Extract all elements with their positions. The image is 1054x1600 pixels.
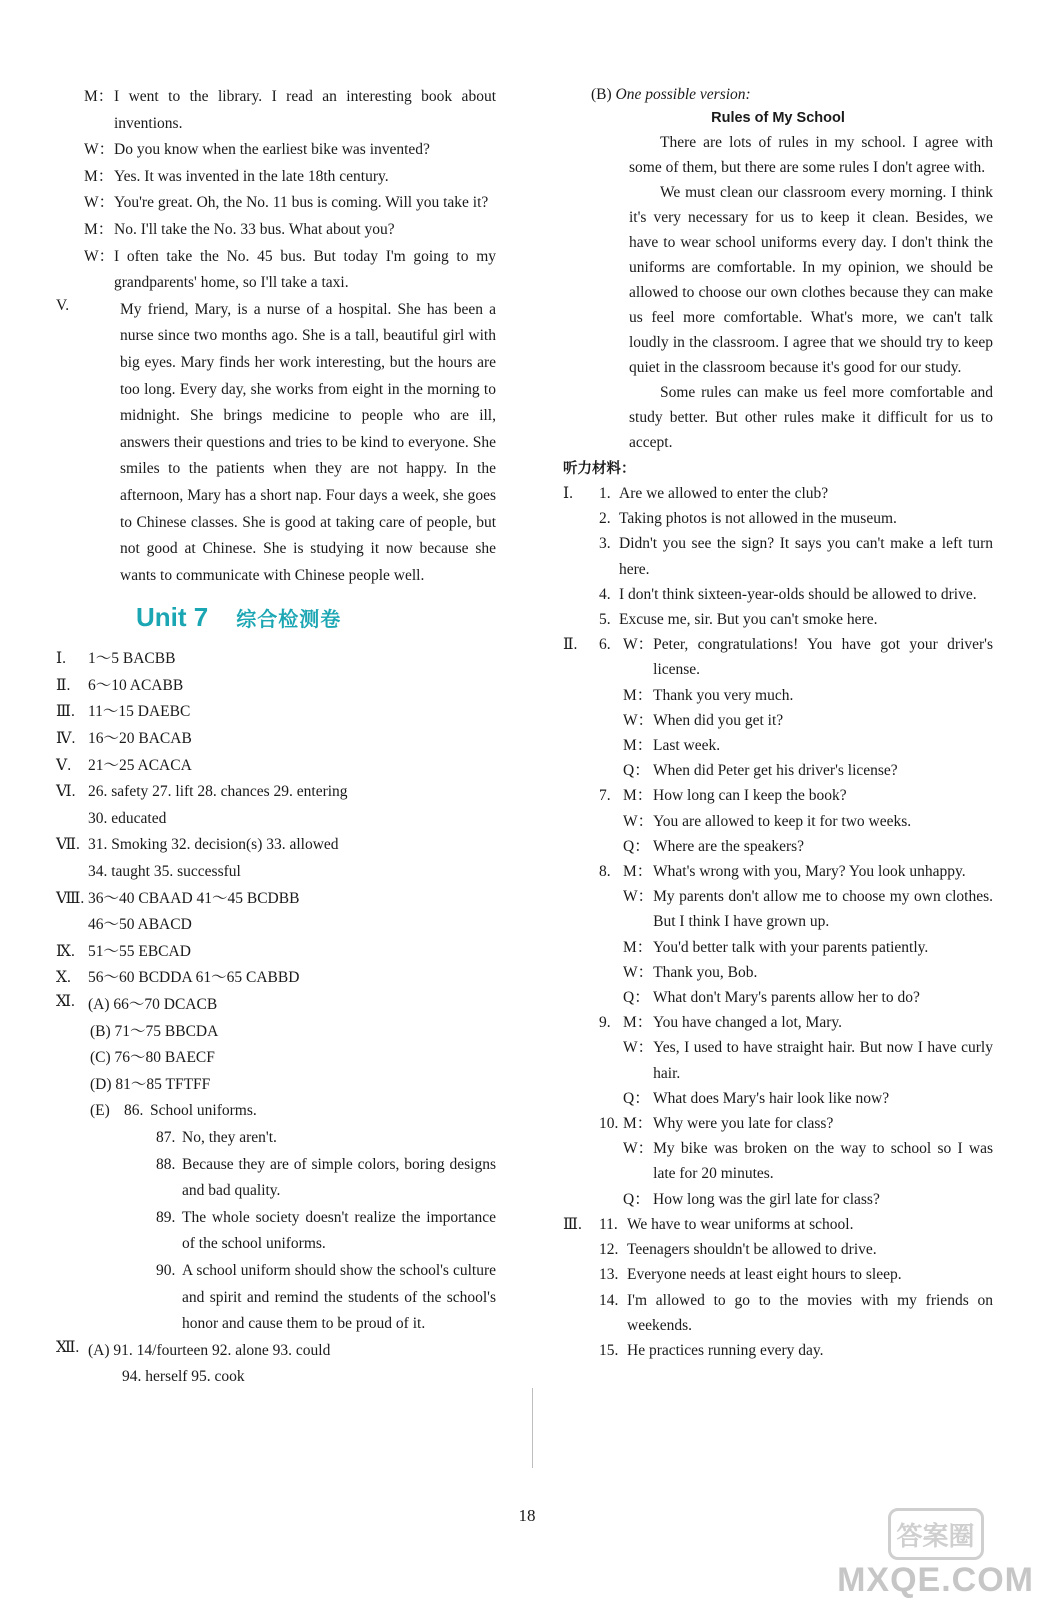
answer-row	[56, 886, 496, 939]
section-xi-label: Ⅺ.	[56, 993, 75, 1010]
item-number	[599, 708, 623, 733]
item-number: 9.	[599, 1014, 611, 1032]
listening-sec1	[563, 481, 993, 632]
item-number	[599, 1086, 623, 1111]
listening-sec3	[563, 1212, 993, 1363]
dialog-text: What does Mary's hair look like now?	[653, 1089, 890, 1107]
dialog-text: My parents don't allow me to choose my own clothes. But I think I have grown up.	[653, 888, 993, 931]
item-number: 5.	[599, 611, 611, 629]
answer-body	[88, 939, 496, 966]
listening-item	[599, 1237, 993, 1262]
dialog-line	[56, 84, 496, 137]
item-number: 15.	[599, 1341, 619, 1359]
section-xii-body	[88, 1338, 496, 1391]
speaker-label: M：	[623, 863, 653, 881]
dialog-line	[599, 859, 993, 884]
version-heading	[563, 84, 993, 106]
answer-body	[88, 779, 496, 832]
dialog-line	[599, 708, 993, 733]
section-v-label: V.	[56, 296, 70, 314]
dialog-block	[56, 84, 496, 297]
item-text: He practices running every day.	[627, 1341, 824, 1359]
section-xi	[56, 992, 496, 1338]
xi-part: (B) 71～75 BBCDA	[90, 1022, 219, 1040]
speaker-label: M：	[623, 737, 653, 755]
dialog-text: I often take the No. 45 bus. But today I'm going to my grandparents' home, so I'll take a taxi.	[114, 247, 496, 292]
xi-e-item	[124, 1098, 496, 1125]
answer-label: Ⅷ.	[56, 889, 85, 907]
item-number	[599, 834, 623, 859]
answer-line: 11～15 DAEBC	[88, 703, 191, 721]
section-xii-line2: 94. herself 95. cook	[122, 1368, 245, 1386]
item-text: Are we allowed to enter the club?	[619, 485, 829, 502]
answer-line: 56～60 BCDDA 61～65 CABBD	[88, 969, 300, 987]
xi-e-body	[124, 1098, 496, 1337]
answer-body	[88, 753, 496, 780]
dialog-text: Peter, congratulations! You have got your driver's license.	[653, 636, 993, 679]
item-number	[599, 809, 623, 834]
dialog-line	[599, 1187, 993, 1212]
essay-body	[563, 130, 993, 455]
item-text: Everyone needs at least eight hours to sleep.	[627, 1266, 902, 1284]
column-divider	[532, 1388, 533, 1468]
listening-item	[599, 607, 993, 632]
answer-body	[88, 965, 496, 992]
answer-line: 46～50 ABACD	[88, 916, 192, 934]
listening-sec2	[563, 632, 993, 1212]
answer-label: Ⅰ.	[56, 650, 66, 668]
answer-label: Ⅹ.	[56, 969, 71, 987]
dialog-text: What don't Mary's parents allow her to do?	[653, 989, 920, 1007]
answer-line: 1～5 BACBB	[88, 650, 176, 668]
dialog-line	[56, 190, 496, 217]
item-number: 87.	[156, 1128, 176, 1146]
item-text: No, they aren't.	[182, 1128, 277, 1146]
listening-item	[599, 481, 993, 506]
listening-item	[599, 1338, 993, 1363]
sec3-label: Ⅲ.	[563, 1215, 582, 1233]
dialog-text: Why were you late for class?	[653, 1115, 834, 1133]
listening-item	[599, 506, 993, 531]
speaker-label: Q：	[623, 762, 650, 780]
item-number	[599, 985, 623, 1010]
sec2-label: Ⅱ.	[563, 636, 578, 654]
speaker-label: M：	[84, 88, 114, 105]
item-text: A school uniform should show the school's culture and spirit and remind the students of the school's honor and cause them to be proud of it.	[182, 1261, 496, 1333]
watermark-logo: 答案圈	[888, 1508, 984, 1560]
dialog-line	[599, 960, 993, 985]
dialog-text: How long was the girl late for class?	[653, 1190, 880, 1208]
dialog-line	[56, 244, 496, 297]
essay-paragraph: There are lots of rules in my school. I agree with some of them, but there are some rules I don't agree with.	[629, 134, 993, 176]
section-xii-label: Ⅻ.	[56, 1338, 80, 1356]
section-xii	[56, 1338, 496, 1391]
answer-label: Ⅵ.	[56, 783, 76, 801]
section-v	[56, 297, 496, 590]
watermark	[837, 1508, 1034, 1600]
xi-part-e	[88, 1098, 496, 1337]
answer-row	[56, 779, 496, 832]
dialog-line	[56, 164, 496, 191]
answer-row	[56, 726, 496, 753]
speaker-label: W：	[84, 141, 115, 159]
answer-body	[88, 699, 496, 726]
item-number: 8.	[599, 863, 611, 881]
version-label: (B)	[591, 86, 612, 103]
answer-row	[56, 673, 496, 700]
dialog-text: When did Peter get his driver's license?	[653, 762, 898, 780]
answer-list	[56, 646, 496, 992]
speaker-label: Q：	[623, 837, 650, 855]
essay-paragraph: Some rules can make us feel more comfortable and study better. But other rules make it difficult for us to accept.	[629, 384, 993, 451]
dialog-line	[599, 758, 993, 783]
answer-label: Ⅴ.	[56, 756, 72, 774]
speaker-label: M：	[623, 1014, 653, 1032]
speaker-label: W：	[84, 194, 115, 212]
dialog-text: No. I'll take the No. 33 bus. What about you?	[114, 220, 395, 238]
answer-label: Ⅳ.	[56, 730, 76, 748]
item-number	[599, 733, 623, 758]
speaker-label: M：	[84, 220, 114, 238]
dialog-line	[599, 985, 993, 1010]
item-number	[599, 1136, 623, 1186]
speaker-label: W：	[623, 1140, 654, 1158]
answer-row	[56, 753, 496, 780]
xi-e-item	[124, 1125, 496, 1152]
item-number: 1.	[599, 485, 611, 502]
item-text: Excuse me, sir. But you can't smoke here.	[619, 611, 878, 629]
dialog-text: How long can I keep the book?	[653, 787, 847, 805]
xi-e-item	[124, 1258, 496, 1338]
xi-e-item	[124, 1205, 496, 1258]
speaker-label: W：	[623, 636, 654, 654]
answer-row	[56, 832, 496, 885]
item-text: I'm allowed to go to the movies with my friends on weekends.	[627, 1291, 993, 1334]
answer-label: Ⅸ.	[56, 942, 75, 960]
item-number	[599, 935, 623, 960]
speaker-label: Q：	[623, 1089, 650, 1107]
speaker-label: M：	[623, 787, 653, 805]
dialog-text: Yes. It was invented in the late 18th century.	[114, 167, 389, 185]
xi-part: (C) 76～80 BAECF	[90, 1049, 215, 1067]
speaker-label: M：	[84, 167, 114, 185]
dialog-line	[599, 834, 993, 859]
dialog-line	[599, 1086, 993, 1111]
dialog-line	[599, 1010, 993, 1035]
sec1-body	[599, 481, 993, 632]
answer-body	[88, 832, 496, 885]
dialog-text: You're great. Oh, the No. 11 bus is coming. Will you take it?	[114, 194, 489, 212]
dialog-line	[599, 809, 993, 834]
listening-item	[599, 531, 993, 581]
sec3-body	[599, 1212, 993, 1363]
dialog-text: My bike was broken on the way to school so I was late for 20 minutes.	[653, 1140, 993, 1183]
xi-e-label: (E)	[90, 1102, 110, 1120]
item-number: 14.	[599, 1291, 619, 1309]
speaker-label: W：	[623, 812, 654, 830]
answer-label: Ⅱ.	[56, 676, 71, 694]
left-column	[56, 84, 496, 1391]
sec2-body	[599, 632, 993, 1212]
item-number	[599, 683, 623, 708]
item-number: 3.	[599, 535, 611, 553]
item-text: School uniforms.	[150, 1102, 257, 1120]
dialog-line	[599, 1111, 993, 1136]
dialog-text: You are allowed to keep it for two weeks.	[653, 812, 912, 830]
dialog-text: What's wrong with you, Mary? You look unhappy.	[653, 863, 966, 881]
dialog-line	[599, 683, 993, 708]
item-text: Didn't you see the sign? It says you can't make a left turn here.	[619, 535, 993, 578]
item-number: 11.	[599, 1215, 618, 1233]
answer-body	[88, 886, 496, 939]
essay-title: Rules of My School	[711, 110, 845, 126]
answer-line: 31. Smoking 32. decision(s) 33. allowed	[88, 836, 339, 854]
dialog-line	[599, 733, 993, 758]
dialog-line	[599, 884, 993, 934]
section-xi-body	[88, 992, 496, 1338]
item-number: 10.	[599, 1115, 619, 1133]
essay-paragraph: We must clean our classroom every morning. I think it's very necessary for us to keep it clean. Besides, we have to wear school uniforms every day. I don't think the uniforms are comfortable. In my opinion, we should be allowed to choose our own clothes because they can make us feel more comfortable. What's more, we can't talk loudly in the classroom. I agree that we should try to keep quiet in the classroom because it's good for our study.	[629, 184, 993, 376]
watermark-url: MXQE.COM	[837, 1561, 1034, 1599]
answer-label: Ⅲ.	[56, 703, 75, 721]
answer-line: 26. safety 27. lift 28. chances 29. entering	[88, 783, 348, 801]
dialog-line	[599, 1136, 993, 1186]
dialog-text: I went to the library. I read an interesting book about inventions.	[114, 88, 496, 132]
unit-subtitle: 综合检测卷	[236, 609, 342, 632]
speaker-label: W：	[623, 711, 654, 729]
item-text: We have to wear uniforms at school.	[627, 1215, 854, 1233]
item-number: 7.	[599, 787, 611, 805]
speaker-label: Q：	[623, 1190, 650, 1208]
listening-item	[599, 582, 993, 607]
item-number: 2.	[599, 510, 611, 528]
answer-line: 30. educated	[88, 809, 167, 827]
dialog-text: Where are the speakers?	[653, 837, 805, 855]
answer-line: 16～20 BACAB	[88, 730, 192, 748]
item-number	[599, 758, 623, 783]
item-number: 90.	[156, 1261, 176, 1279]
unit-title-text: Unit 7	[136, 602, 209, 633]
xi-e-item	[124, 1152, 496, 1205]
speaker-label: M：	[623, 1115, 653, 1133]
answer-body	[88, 673, 496, 700]
speaker-label: M：	[623, 686, 653, 704]
answer-body	[88, 646, 496, 673]
dialog-line	[599, 783, 993, 808]
answer-row	[56, 699, 496, 726]
item-number	[599, 1035, 623, 1085]
answer-row	[56, 965, 496, 992]
speaker-label: W：	[623, 888, 654, 906]
section-v-paragraph: My friend, Mary, is a nurse of a hospital. She has been a nurse since two months ago. She is a tall, beautiful girl with big eyes. Mary finds her work interesting, but the hours are too long. Every day, she works from eight in the morning to midnight. She brings medicine to people who are ill, answers their questions and tries to be kind to everyone. She smiles to the patients when they are not happy. In the afternoon, Mary has a short nap. Four days a week, she goes to Chinese classes. She is good at taking care of people, but not good at Chinese. She is studying it now because she wants to communicate with Chinese people well.	[120, 300, 496, 584]
dialog-text: Do you know when the earliest bike was invented?	[114, 141, 430, 159]
dialog-line	[56, 217, 496, 244]
item-number: 4.	[599, 585, 611, 603]
answer-line: 36～40 CBAAD 41～45 BCDBB	[88, 889, 300, 907]
section-xii-line1: (A) 91. 14/fourteen 92. alone 93. could	[88, 1341, 331, 1359]
listening-item	[599, 1288, 993, 1338]
dialog-text: Yes, I used to have straight hair. But now I have curly hair.	[653, 1039, 993, 1082]
dialog-text: Thank you, Bob.	[653, 963, 758, 981]
item-number: 88.	[156, 1155, 176, 1173]
answer-body	[88, 726, 496, 753]
dialog-text: Last week.	[653, 737, 721, 755]
dialog-line	[599, 935, 993, 960]
version-italic: One possible version:	[615, 86, 751, 103]
speaker-label: W：	[84, 247, 115, 265]
dialog-text: When did you get it?	[653, 711, 784, 729]
page-number: 18	[518, 1506, 536, 1525]
listening-title: 听力材料：	[563, 461, 636, 477]
item-number	[599, 960, 623, 985]
item-text: Because they are of simple colors, boring designs and bad quality.	[182, 1155, 496, 1200]
xi-part: (D) 81～85 TFTFF	[90, 1075, 211, 1093]
dialog-line	[56, 137, 496, 164]
dialog-text: Thank you very much.	[653, 686, 794, 704]
item-number: 12.	[599, 1241, 619, 1259]
section-v-text	[120, 297, 496, 590]
speaker-label: W：	[623, 1039, 654, 1057]
answer-row	[56, 646, 496, 673]
item-number	[599, 884, 623, 934]
item-number: 86.	[124, 1102, 144, 1120]
listening-item	[599, 1262, 993, 1287]
dialog-text: You have changed a lot, Mary.	[653, 1014, 842, 1032]
item-number: 13.	[599, 1266, 619, 1284]
answer-line: 6～10 ACABB	[88, 676, 184, 694]
sec1-label: Ⅰ.	[563, 485, 573, 502]
dialog-line	[599, 632, 993, 682]
dialog-line	[599, 1035, 993, 1085]
item-number	[599, 1187, 623, 1212]
answer-row	[56, 939, 496, 966]
item-text: I don't think sixteen-year-olds should be allowed to drive.	[619, 585, 977, 603]
item-text: Teenagers shouldn't be allowed to drive.	[627, 1241, 877, 1259]
dialog-text: You'd better talk with your parents patiently.	[653, 938, 929, 956]
answer-line: 51～55 EBCAD	[88, 942, 191, 960]
item-text: Taking photos is not allowed in the museum.	[619, 510, 897, 528]
answer-label: Ⅶ.	[56, 836, 80, 854]
item-number: 89.	[156, 1208, 176, 1226]
speaker-label: W：	[623, 963, 654, 981]
item-text: The whole society doesn't realize the importance of the school uniforms.	[182, 1208, 496, 1253]
xi-part: (A) 66～70 DCACB	[88, 996, 218, 1013]
speaker-label: M：	[623, 938, 653, 956]
item-number: 6.	[599, 636, 611, 654]
unit-title	[56, 595, 496, 642]
answer-line: 34. taught 35. successful	[88, 863, 241, 881]
answer-line: 21～25 ACACA	[88, 756, 192, 774]
speaker-label: Q：	[623, 989, 650, 1007]
right-column	[563, 84, 993, 1363]
listening-item	[599, 1212, 993, 1237]
